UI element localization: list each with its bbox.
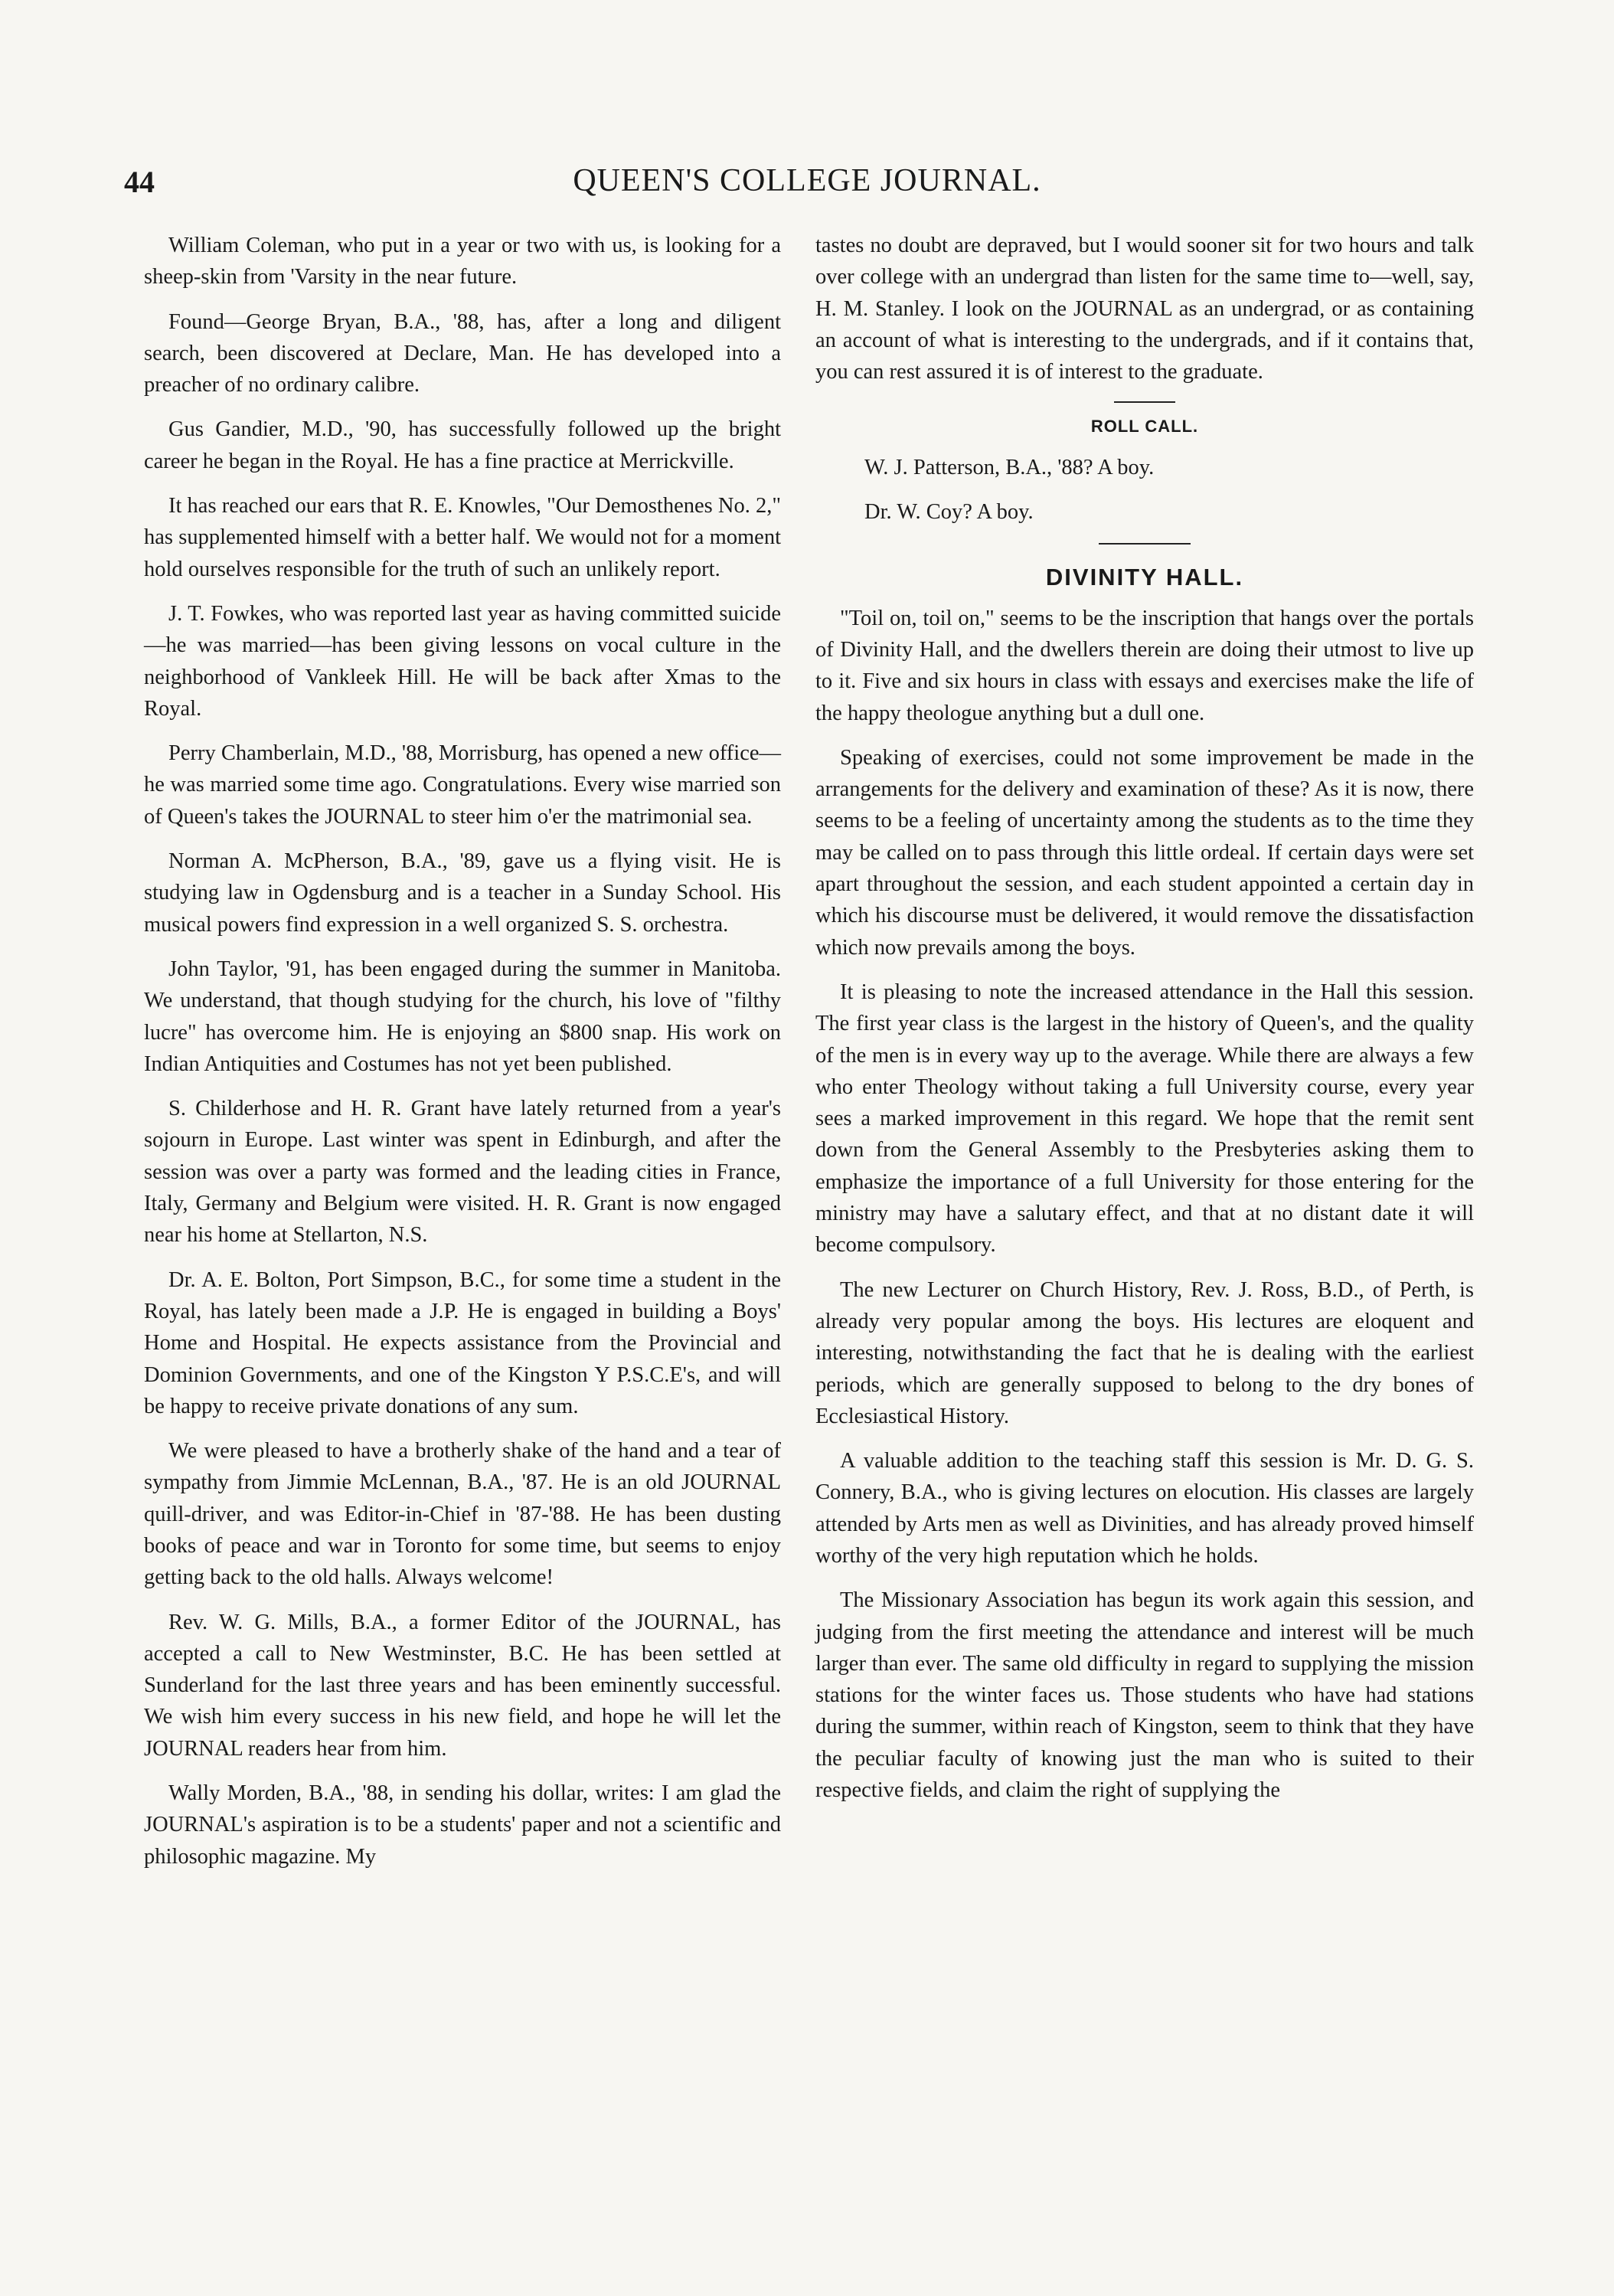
personal-paragraph: Perry Chamberlain, M.D., '88, Morrisburg, has opened a new office—he was married some time ago. Congratulations. Every wise married son of Queen's takes the JOURNAL to steer him o'er the matrimonial sea. [144,741,781,829]
personal-paragraph: Gus Gandier, M.D., '90, has successfully followed up the bright career he began in the Royal. He has a fine practice at Merrickville. [144,417,781,473]
personal-paragraph: S. Childerhose and H. R. Grant have lately returned from a year's sojourn in Europe. Last winter was spent in Edinburgh, and after the session was over a party was formed and the leading cities in France, Italy, Germany and Belgium were visited. H. R. Grant is now engaged near his home at Stellarton, N.S. [144,1097,781,1248]
divinity-paragraph: The new Lecturer on Church History, Rev. J. Ross, B.D., of Perth, is already very popular among the boys. His lectures are eloquent and interesting, notwithstanding the fact that he is dealing with the earliest periods, which are generally supposed to belong to the dry bones of Ecclesiastical History. [815,1277,1474,1428]
left-column [144,230,781,1886]
roll-call-entry: Dr. W. Coy? A boy. [864,500,1034,525]
personal-paragraph: It has reached our ears that R. E. Knowles, "Our Demosthenes No. 2," has supplemented himself with a better half. We would not for a moment hold ourselves responsible for the truth of such an unlikely report. [144,494,781,581]
section-divider [1099,543,1191,545]
personal-paragraph: Dr. A. E. Bolton, Port Simpson, B.C., for some time a student in the Royal, has lately been made a J.P. He is engaged in building a Boys' Home and Hospital. He expects assistance from the Provincial and Dominion Governments, and one of the Kingston Y P.S.C.E's, and will be happy to receive private donations of any sum. [144,1267,781,1418]
divinity-paragraph: It is pleasing to note the increased attendance in the Hall this session. The first year class is the largest in the history of Queen's, and the quality of the men is in every way up to the average. While there are always a few who enter Theology without taking a full University course, every year sees a marked improvement in this regard. We hope that the remit sent down from the General Assembly to the Presbyteries asking them to emphasize the importance of a full University for those entering for the ministry may have a salutary effect, and that at no distant date it will become compulsory. [815,980,1474,1258]
roll-call-entry: W. J. Patterson, B.A., '88? A boy. [864,455,1155,479]
journal-title: QUEEN'S COLLEGE JOURNAL. [573,163,1041,198]
page-number: 44 [124,165,155,199]
right-column [815,230,1474,1819]
personal-paragraph: Wally Morden, B.A., '88, in sending his dollar, writes: I am glad the JOURNAL's aspiration is to be a students' paper and not a scientific and philosophic magazine. My [144,1781,781,1869]
personal-paragraph: William Coleman, who put in a year or two with us, is looking for a sheep-skin from 'Varsity in the near future. [144,234,781,289]
roll-call-heading: ROLL CALL. [1090,417,1199,437]
personal-paragraph: Rev. W. G. Mills, B.A., a former Editor of the JOURNAL, has accepted a call to New Westminster, B.C. He has been settled at Sunderland for the last three years and has been eminently successful. We wish him every success in his new field, and hope he will let the JOURNAL readers hear from him. [144,1610,781,1761]
divinity-paragraph: Speaking of exercises, could not some improvement be made in the arrangements for the delivery and examination of these? As it is now, there seems to be a feeling of uncertainty among the students as to the time they may be called on to pass through this little ordeal. If certain days were set apart throughout the session, and each student appointed a certain day in which his discourse must be delivered, it would remove the dissatisfaction which now prevails among the boys. [815,745,1474,960]
continued-paragraph: tastes no doubt are depraved, but I would sooner sit for two hours and talk over college with an undergrad than listen for the same time to—well, say, H. M. Stanley. I look on the JOURNAL as an undergrad, or as containing an account of what is interesting to the undergrads, and if it contains that, you can rest assured it is of interest to the graduate. [815,234,1474,384]
personal-paragraph: J. T. Fowkes, who was reported last year as having committed suicide—he was married—has been giving lessons on vocal culture in the neighborhood of Vankleek Hill. He will be back after Xmas to the Royal. [144,601,781,721]
divinity-hall-heading: DIVINITY HALL. [1045,564,1244,591]
personal-paragraph: John Taylor, '91, has been engaged during the summer in Manitoba. We understand, that though studying for the church, his love of "filthy lucre" has overcome him. He is enjoying an $800 snap. His work on Indian Antiquities and Costumes has not yet been published. [144,957,781,1076]
divinity-paragraph: The Missionary Association has begun its work again this session, and judging from the first meeting the attendance and interest will be much larger than ever. The same old difficulty in regard to supplying the mission stations for the winter faces us. Those students who have had stations during the summer, within reach of Kingston, seem to think that they have the peculiar faculty of knowing just the man who is suited to their respective fields, and claim the right of supplying the [815,1588,1474,1803]
divinity-paragraph: A valuable addition to the teaching staff this session is Mr. D. G. S. Connery, B.A., who is giving lectures on elocution. His classes are largely attended by Arts men as well as Divinities, and has already proved himself worthy of the very high reputation which he holds. [815,1449,1474,1568]
personal-paragraph: We were pleased to have a brotherly shake of the hand and a tear of sympathy from Jimmie McLennan, B.A., '87. He is an old JOURNAL quill-driver, and was Editor-in-Chief in '87-'88. He has been dusting books of peace and war in Toronto for some time, but seems to enjoy getting back to the old halls. Always welcome! [144,1439,781,1590]
divinity-paragraph: "Toil on, toil on," seems to be the inscription that hangs over the portals of Divinity Hall, and the dwellers therein are doing their utmost to live up to it. Five and six hours in class with essays and exercises make the life of the happy theologue anything but a dull one. [815,606,1474,725]
personal-paragraph: Norman A. McPherson, B.A., '89, gave us a flying visit. He is studying law in Ogdensburg and is a teacher in a Sunday School. His musical powers find expression in a well organized S. S. orchestra. [144,849,781,937]
section-divider [1114,401,1175,403]
personal-paragraph: Found—George Bryan, B.A., '88, has, after a long and diligent search, been discovered at Declare, Man. He has developed into a preacher of no ordinary calibre. [144,309,781,397]
